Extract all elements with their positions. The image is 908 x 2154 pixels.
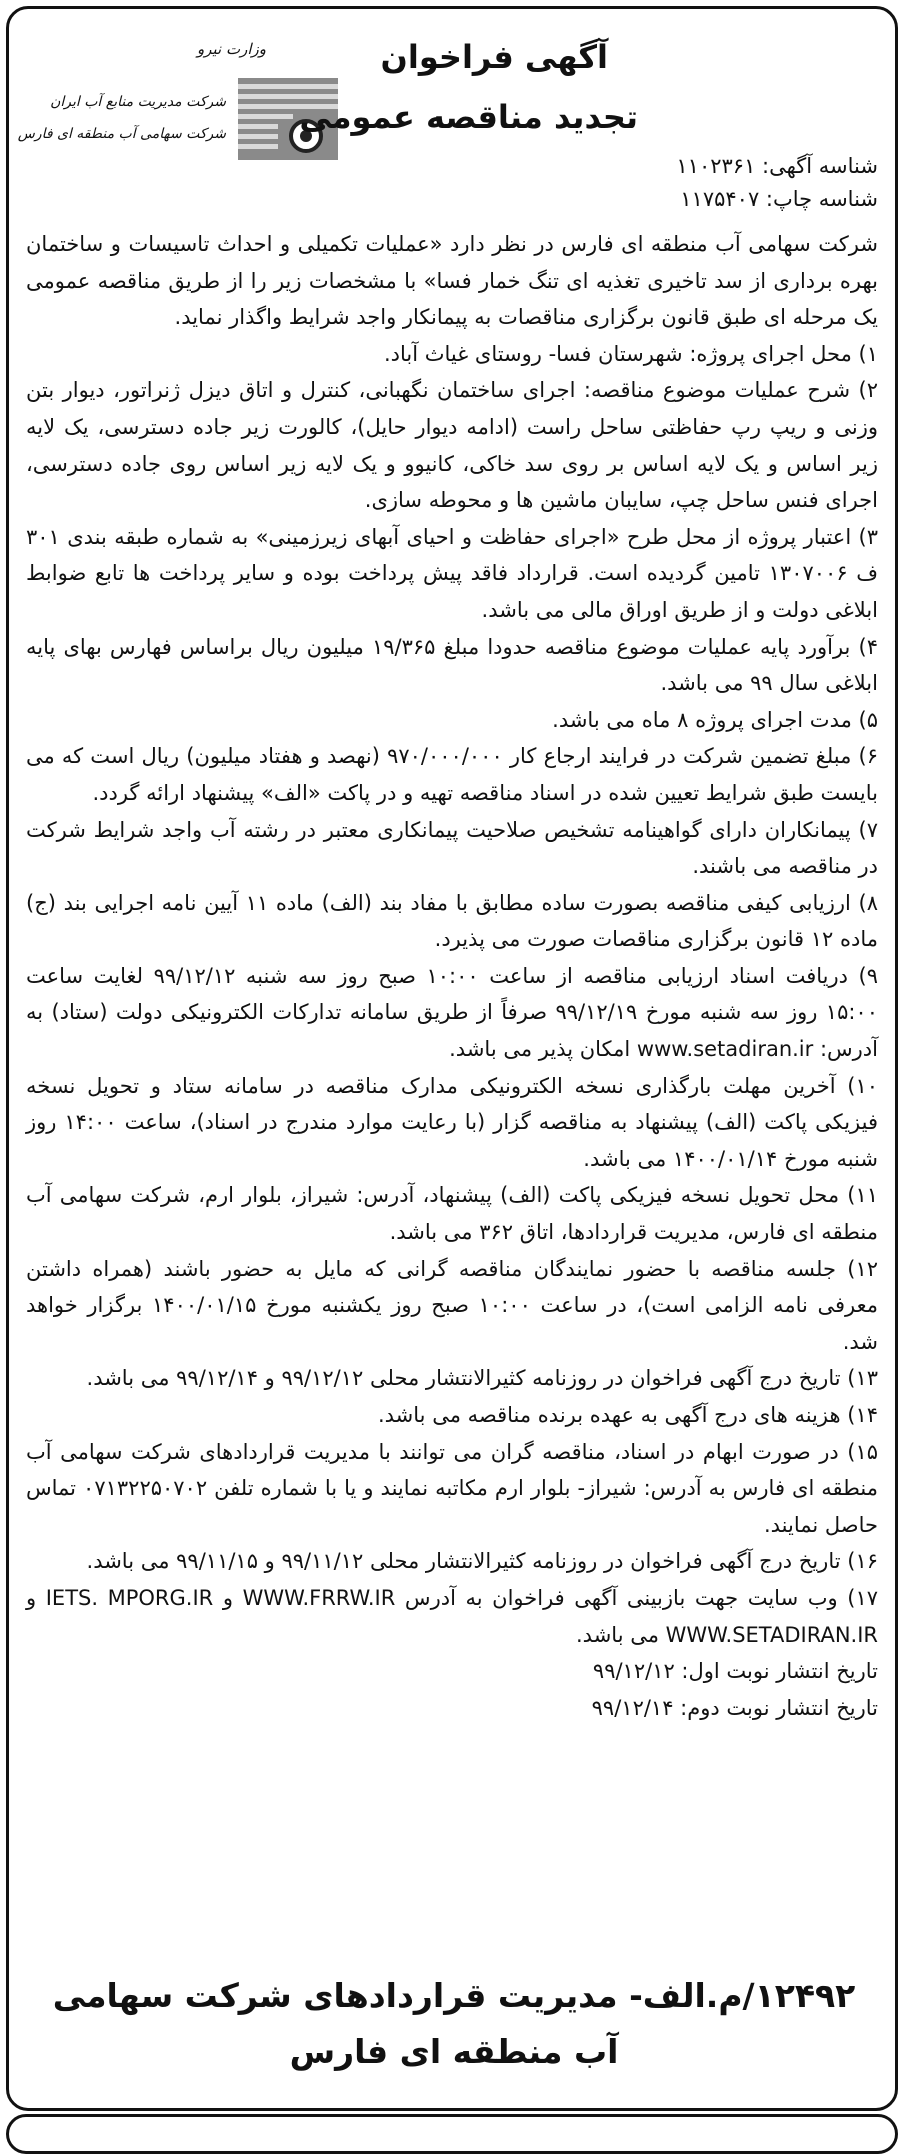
list-item: ۱) محل اجرای پروژه: شهرستان فسا- روستای غیاث آباد. xyxy=(383,341,878,366)
signature-line2: آب منطقه ای فارس xyxy=(289,2032,619,2071)
publish-date-first: تاریخ انتشار نوبت اول: ۹۹/۱۲/۱۲ xyxy=(592,1659,878,1684)
list-item: ۱۵) در صورت ابهام در اسناد، مناقصه گران می توانند با مدیریت قراردادهای شرکت سهامی آب منطقه ای فارس به آدرس: شیراز- بلوار ارم مکاتبه نمایند و یا با شماره تلفن ۰۷۱۳۲۲۵۰۷۰۲ تماس حاصل نمایند. xyxy=(26,1439,878,1537)
logo-ministry-text: وزارت نیرو xyxy=(196,40,266,58)
list-item: ۲) شرح عملیات موضوع مناقصه: اجرای ساختمان نگهبانی، کنترل و اتاق دیزل ژنراتور، دیوار بتن وزنی و ریپ رپ حفاظتی ساحل راست (ادامه دیوار حایل)، کالورت زیر جاده دسترسی، یک لایه زیر اساس و یک لایه اساس بر روی سد خاکی، کانیوو و یک لایه زیر اساس روی جاده دسترسی، اجرای فنس ساحل چپ، سایبان ماشین ها و محوطه سازی. xyxy=(26,378,878,513)
notice-title: آگهی فراخوان xyxy=(380,38,608,76)
list-item: ۹) دریافت اسناد ارزیابی مناقصه از ساعت ۱۰:۰۰ صبح روز سه شنبه ۹۹/۱۲/۱۲ لغایت ساعت ۱۵:۰۰ روز سه شنبه مورخ ۹۹/۱۲/۱۹ صرفاً از طریق سامانه تدارکات الکترونیکی دولت (ستاد) به آدرس: www.setadiran.ir امکان پذیر می باشد. xyxy=(26,963,878,1062)
notice-body xyxy=(26,226,878,1726)
list-item: ۴) برآورد پایه عملیات موضوع مناقصه حدودا مبلغ ۱۹/۳۶۵ میلیون ریال براساس فهارس بهای پایه ابلاغی سال ۹۹ می باشد. xyxy=(26,634,878,696)
publish-date-second: تاریخ انتشار نوبت دوم: ۹۹/۱۲/۱۴ xyxy=(591,1695,878,1720)
notice-identifiers xyxy=(676,150,878,216)
list-item: ۱۰) آخرین مهلت بارگذاری نسخه الکترونیکی مدارک مناقصه در سامانه ستاد و تحویل نسخه فیزیکی پاکت (الف) پیشنهاد به مناقصه گزار (با رعایت موارد مندرج در اسناد)، ساعت ۱۴:۰۰ روز شنبه مورخ ۱۴۰۰/۰۱/۱۴ می باشد. xyxy=(26,1073,878,1171)
notice-subtitle: تجدید مناقصه عمومی xyxy=(299,98,638,136)
list-item: ۱۲) جلسه مناقصه با حضور نمایندگان مناقصه گرانی که مایل به حضور باشند (همراه داشتن معرفی نامه الزامی است)، در ساعت ۱۰:۰۰ صبح روز یکشنبه مورخ ۱۴۰۰/۰۱/۱۵ برگزار خواهد شد. xyxy=(26,1256,878,1354)
company-logo xyxy=(16,30,346,165)
logo-company-line2: شرکت سهامی آب منطقه ای فارس xyxy=(17,126,226,142)
list-item: ۱۱) محل تحویل نسخه فیزیکی پاکت (الف) پیشنهاد، آدرس: شیراز، بلوار ارم، شرکت سهامی آب منطقه ای فارس، مدیریت قراردادها، اتاق ۳۶۲ می باشد. xyxy=(26,1183,878,1245)
list-item: ۷) پیمانکاران دارای گواهینامه تشخیص صلاحیت پیمانکاری معتبر در رشته آب واجد شرایط شرکت در مناقصه می باشند. xyxy=(26,817,878,879)
print-id: شناسه چاپ: ۱۱۷۵۴۰۷ xyxy=(680,187,878,211)
list-item: ۸) ارزیابی کیفی مناقصه بصورت ساده مطابق با مفاد بند (الف) ماده ۱۱ آیین نامه اجرایی بند (ج) ماده ۱۲ قانون برگزاری مناقصات صورت می پذیرد. xyxy=(26,890,878,952)
list-item: ۱۴) هزینه های درج آگهی به عهده برنده مناقصه می باشد. xyxy=(377,1403,878,1427)
signature-line1: ۱۲۴۹۲/م.الف- مدیریت قراردادهای شرکت سهامی xyxy=(52,1976,856,2015)
list-item: ۱۶) تاریخ درج آگهی فراخوان در روزنامه کثیرالانتشار محلی ۹۹/۱۱/۱۲ و ۹۹/۱۱/۱۵ می باشد. xyxy=(86,1549,878,1574)
next-notice-frame xyxy=(6,2114,898,2154)
logo-company-line1: شرکت مدیریت منابع آب ایران xyxy=(50,94,226,110)
intro-paragraph: شرکت سهامی آب منطقه ای فارس در نظر دارد «عملیات تکمیلی و احداث تاسیسات و ساختمان بهره برداری از سد تاخیری تغذیه ای تنگ خمار فسا» با مشخصات زیر را از طریق مناقصه عمومی یک مرحله ای طبق قانون برگزاری مناقصات به پیمانکار واجد شرایط واگذار نماید. xyxy=(26,232,878,330)
list-item: ۵) مدت اجرای پروژه ۸ ماه می باشد. xyxy=(552,707,878,732)
list-item: ۳) اعتبار پروژه از محل طرح «اجرای حفاظت و احیای آبهای زیرزمینی» به شماره طبقه بندی ۳۰۱ ف ۱۳۰۷۰۰۶ تامین گردیده است. قرارداد فاقد پیش پرداخت بوده و سایر پرداخت ها تابع ضوابط ابلاغی دولت و از طریق اوراق مالی می باشد. xyxy=(26,524,878,622)
signature-block xyxy=(40,1968,868,2080)
list-item: ۱۷) وب سایت جهت بازبینی آگهی فراخوان به آدرس WWW.FRRW.IR و IETS. MPORG.IR و WWW.SETADIRAN.IR می باشد. xyxy=(26,1585,879,1647)
notice-id: شناسه آگهی: ۱۱۰۲۳۶۱ xyxy=(676,154,878,178)
list-item: ۱۳) تاریخ درج آگهی فراخوان در روزنامه کثیرالانتشار محلی ۹۹/۱۲/۱۲ و ۹۹/۱۲/۱۴ می باشد. xyxy=(86,1366,878,1391)
list-item: ۶) مبلغ تضمین شرکت در فرایند ارجاع کار ۹۷۰/۰۰۰/۰۰۰ (نهصد و هفتاد میلیون) ریال است که می بایست طبق شرایط تعیین شده در اسناد مناقصه تهیه و در پاکت «الف» پیشنهاد ارائه گردد. xyxy=(26,744,878,805)
